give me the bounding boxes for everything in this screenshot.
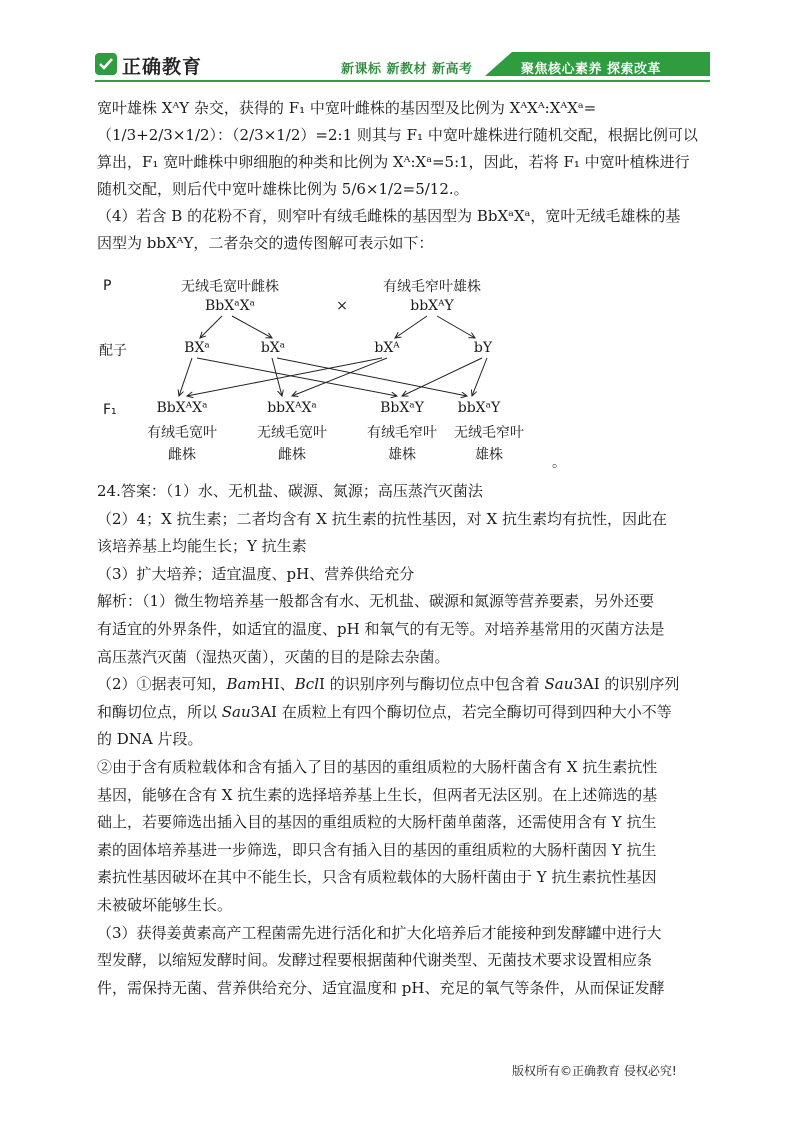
offspring-genotype: BbXᵃY	[380, 400, 424, 416]
italic-enzyme: Bcl	[294, 675, 319, 694]
text-line: 未被破坏能够生长。	[97, 895, 233, 914]
text-line: （3）获得姜黄素高产工程菌需先进行活化和扩大化培养后才能接种到发酵罐中进行大	[97, 923, 662, 942]
header-banner-text: 聚焦核心素养 探索改革	[521, 62, 662, 77]
text-span: 3AI 在质粒上有四个酶切位点，若完全酶切可得到四种大小不等	[250, 702, 672, 721]
arrow-male-gamete2	[437, 316, 475, 338]
italic-enzyme: Bam	[226, 675, 261, 694]
text-line: 素抗性基因破坏在其中不能生长，只含有质粒载体的大肠杆菌由于 Y 抗生素抗性基因	[97, 868, 657, 887]
offspring-sex: 雌株	[278, 447, 306, 463]
f1-label: F₁	[103, 402, 117, 418]
text-line: 的 DNA 片段。	[97, 730, 203, 749]
diagram-end-mark: 。	[552, 455, 566, 471]
text-span: （2）①据表可知，	[97, 675, 227, 694]
text-span: 和酶切位点，所以	[97, 702, 222, 721]
checkmark-logo-icon	[95, 53, 117, 75]
offspring-genotype: bbXᵃY	[457, 400, 501, 416]
text-line: 宽叶雄株 XᴬY 杂交，获得的 F₁ 中宽叶雌株的基因型及比例为 XᴬXᴬ:XᴬXᵃ=	[97, 99, 597, 117]
text-line: 随机交配，则后代中宽叶雄株比例为 5/6×1/2=5/12.。	[97, 180, 469, 198]
text-line: 件，需保持无菌、营养供给充分、适宜温度和 pH、充足的氧气等条件，从而保证发酵	[97, 978, 665, 997]
parent-label: P	[103, 278, 112, 294]
text-line: 24.答案：（1）水、无机盐、碳源、氮源；高压蒸汽灭菌法	[97, 482, 483, 500]
female-parent-name: 无绒毛宽叶雌株	[181, 279, 279, 295]
genetic-cross-diagram	[97, 272, 577, 472]
arrow-g4-o4	[472, 358, 487, 396]
text-line: （3）扩大培养；适宜温度、pH、营养供给充分	[97, 564, 415, 583]
female-parent-genotype: BbXᵃXᵃ	[205, 298, 255, 314]
text-line	[97, 671, 712, 699]
answer-text	[97, 478, 712, 1002]
text-line: （2）4；X 抗生素；二者均含有 X 抗生素的抗性基因，对 X 抗生素均有抗性，因此在	[97, 509, 667, 528]
offspring-sex: 雄株	[475, 447, 503, 463]
arrow-g1-o3	[197, 358, 397, 396]
gamete: BXᵃ	[184, 340, 210, 356]
male-parent-genotype: bbXᴬY	[410, 298, 454, 314]
header-divider	[95, 80, 710, 82]
italic-enzyme: Sau	[544, 675, 574, 694]
text-line: 解析：（1）微生物培养基一般都含有水、无机盐、碳源和氮源等营养要素，另外还要	[97, 592, 655, 611]
text-line: 算出，F₁ 宽叶雌株中卵细胞的种类和比例为 Xᴬ:Xᵃ=5:1，因此，若将 F₁ 中宽叶植株进行	[97, 153, 690, 171]
offspring-sex: 雄株	[388, 447, 416, 463]
gamete: bXᵃ	[260, 340, 286, 356]
text-line: 有适宜的外界条件，如适宜的温度、pH 和氧气的有无等。对培养基常用的灭菌方法是	[97, 619, 665, 638]
text-line: 该培养基上均能生长；Y 抗生素	[97, 537, 307, 556]
text-span: 3AI 的识别序列	[573, 675, 680, 694]
text-line: 础上，若要筛选出插入目的基因的重组质粒的大肠杆菌单菌落，还需使用含有 Y 抗生	[97, 813, 657, 832]
text-line: 高压蒸汽灭菌（湿热灭菌），灭菌的目的是除去杂菌。	[97, 647, 450, 666]
arrow-female-gamete2	[232, 316, 272, 338]
text-line: （4）若含 B 的花粉不育，则窄叶有绒毛雌株的基因型为 BbXᵃXᵃ，宽叶无绒毛雄株的基	[97, 207, 681, 225]
logo-text: 正确教育	[122, 56, 203, 78]
text-line: 型发酵，以缩短发酵时间。发酵过程要根据菌种代谢类型、无菌技术要求设置相应条	[97, 951, 653, 970]
text-line: 因型为 bbXᴬY，二者杂交的遗传图解可表示如下：	[97, 234, 434, 252]
offspring-phenotype: 有绒毛窄叶	[367, 425, 437, 441]
offspring-phenotype: 有绒毛宽叶	[147, 425, 217, 441]
explanation-text	[97, 95, 712, 257]
text-span: I 的识别序列与酶切位点中包含着	[319, 675, 545, 694]
arrow-g3-o1	[187, 358, 382, 396]
text-line: ②由于含有质粒载体和含有插入了目的基因的重组质粒的大肠杆菌含有 X 抗生素抗性	[97, 757, 658, 776]
offspring-genotype: BbXᴬXᵃ	[156, 400, 208, 416]
arrow-male-gamete1	[395, 316, 427, 338]
arrow-g4-o3	[402, 358, 482, 396]
copyright-footer: 版权所有©正确教育 侵权必究!	[512, 1064, 677, 1078]
gamete: bY	[473, 340, 493, 356]
arrow-g1-o1	[179, 358, 192, 396]
text-line: （1/3+2/3×1/2）：（2/3×1/2）=2:1 则其与 F₁ 中宽叶雄株进行随机交配，根据比例可以	[97, 126, 698, 144]
arrow-g2-o2	[272, 358, 282, 396]
cross-symbol: ×	[336, 298, 348, 314]
text-line: 基因，能够在含有 X 抗生素的选择培养基上生长，但两者无法区别。在上述筛选的基	[97, 785, 658, 804]
offspring-genotype: bbXᴬXᵃ	[267, 400, 317, 416]
offspring-phenotype: 无绒毛宽叶	[257, 425, 327, 441]
offspring-sex: 雌株	[168, 447, 196, 463]
gamete-label: 配子	[99, 343, 127, 359]
text-span: HI、	[260, 675, 295, 694]
gamete: bXᴬ	[374, 340, 400, 356]
offspring-phenotype: 无绒毛窄叶	[454, 425, 524, 441]
italic-enzyme: Sau	[221, 702, 251, 721]
header-tagline: 新课标 新教材 新高考	[341, 62, 473, 77]
male-parent-name: 有绒毛窄叶雄株	[383, 279, 481, 295]
text-line	[97, 699, 712, 727]
text-line: 素的固体培养基进一步筛选，即只含有插入目的基因的重组质粒的大肠杆菌因 Y 抗生	[97, 840, 657, 859]
arrow-female-gamete1	[200, 316, 222, 338]
